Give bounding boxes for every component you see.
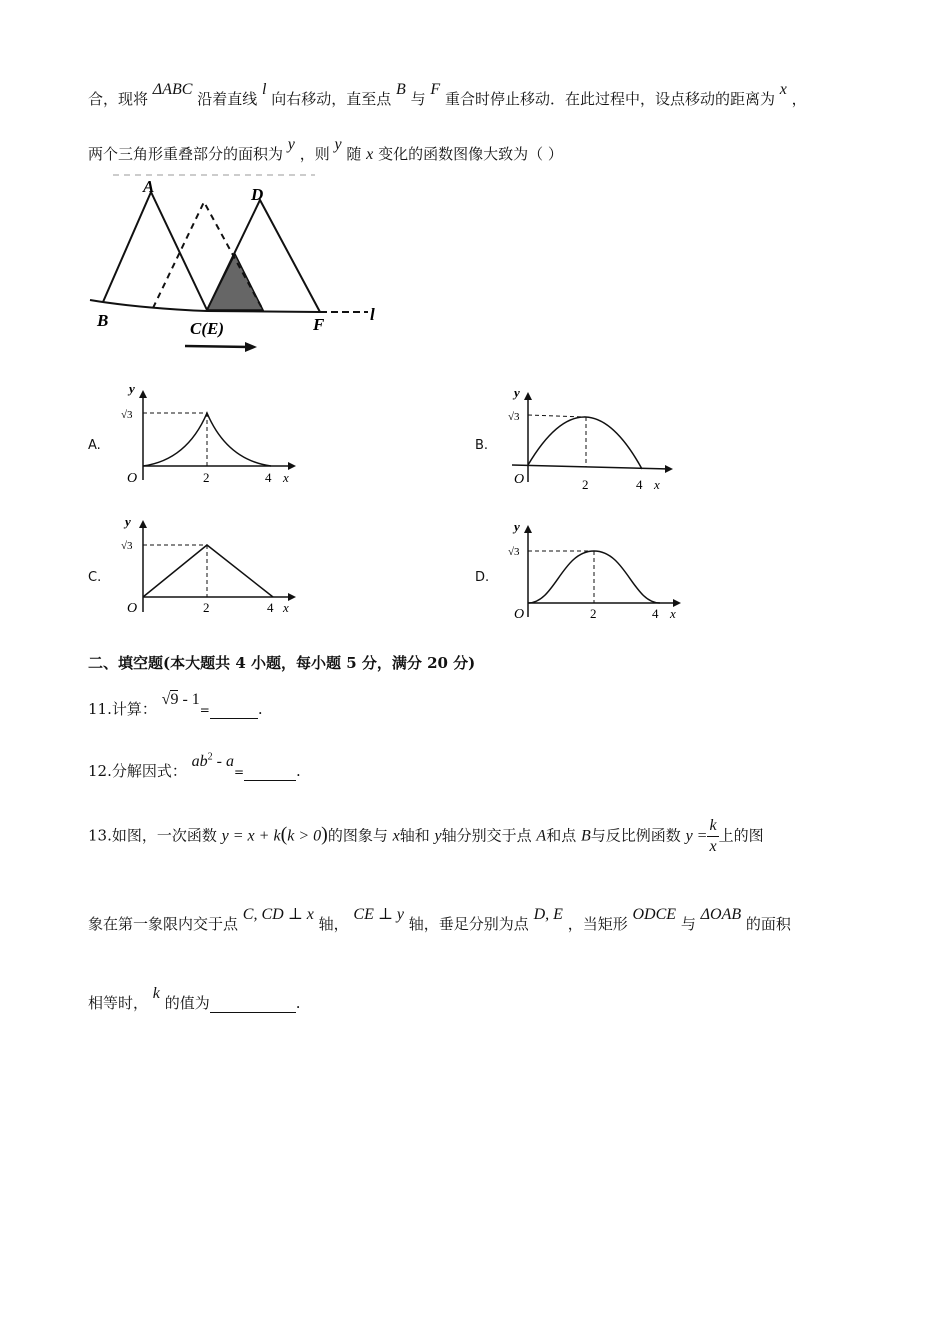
q12-answer-blank[interactable] xyxy=(244,762,296,781)
q11-answer-blank[interactable] xyxy=(210,700,258,719)
svg-text:4: 4 xyxy=(652,606,659,621)
option-c-graph[interactable] xyxy=(115,512,300,627)
q12-expression: $ab^2$ - a xyxy=(191,751,234,770)
svg-text:x: x xyxy=(283,600,289,615)
svg-text:y: y xyxy=(514,519,520,534)
option-d-graph[interactable] xyxy=(500,515,685,630)
question-11: 11.计算： √9 - 1= . xyxy=(88,691,263,718)
svg-text:y: y xyxy=(514,385,520,400)
svg-text:√3: √3 xyxy=(121,409,133,421)
question-13-line1: 13.如图，一次函数 y = x + k(k > 0)的图象与 x轴和 y轴分别交于点 A和点 B与反比例函数 y = $\frac{k}{x}$ 上的图 xyxy=(88,817,764,855)
triangle-figure xyxy=(85,172,385,362)
svg-text:x: x xyxy=(654,477,660,492)
question-12: 12.分解因式： $ab^2 - a=$ . xyxy=(88,751,301,780)
svg-text:2: 2 xyxy=(590,606,597,621)
svg-text:y: y xyxy=(125,514,131,529)
svg-text:4: 4 xyxy=(265,470,272,485)
q10-line1: 合，现将 ΔABC 沿着直线 l 向右移动，直至点 B 与 F 重合时停止移动．在此过程中，设点移动的距离为 x ， xyxy=(88,81,807,108)
question-13-line3: 相等时， k 的值为 . xyxy=(88,985,301,1012)
q13-answer-blank[interactable] xyxy=(210,994,296,1013)
overlap-region xyxy=(207,254,263,310)
svg-text:4: 4 xyxy=(267,600,274,615)
svg-text:O: O xyxy=(514,472,525,487)
option-c-label[interactable]: C. xyxy=(88,570,102,585)
svg-text:2: 2 xyxy=(203,470,210,485)
svg-text:O: O xyxy=(514,607,525,622)
option-a-graph[interactable] xyxy=(115,380,300,495)
fig-label-d: D xyxy=(251,185,264,204)
q10-line2: 两个三角形重叠部分的面积为 y ，则 y 随 x 变化的函数图像大致为（ ） xyxy=(88,136,563,163)
svg-text:y: y xyxy=(129,381,135,396)
section-heading: 二、填空题(本大题共 4 小题，每小题 5 分，满分 20 分) xyxy=(88,654,476,672)
fig-label-a: A xyxy=(143,177,155,196)
svg-text:√3: √3 xyxy=(121,540,133,552)
svg-text:√3: √3 xyxy=(508,546,520,558)
svg-text:4: 4 xyxy=(636,477,643,492)
fig-label-l: l xyxy=(370,305,375,324)
option-b-label[interactable]: B. xyxy=(475,438,489,453)
option-d-label[interactable]: D. xyxy=(475,570,490,585)
svg-text:O: O xyxy=(127,601,138,616)
svg-text:2: 2 xyxy=(582,477,589,492)
svg-text:O: O xyxy=(127,471,138,486)
fig-label-ce: C(E) xyxy=(190,319,224,338)
option-b-graph[interactable] xyxy=(500,385,685,500)
k-over-x-fraction: $\frac{k}{x}$ xyxy=(709,817,717,855)
svg-text:√3: √3 xyxy=(508,411,520,423)
option-a-label[interactable]: A. xyxy=(88,438,101,453)
fig-label-f: F xyxy=(313,315,325,334)
q11-expression: √9 - 1 xyxy=(161,691,200,708)
fig-label-b: B xyxy=(97,311,109,330)
svg-text:x: x xyxy=(670,606,676,621)
svg-text:2: 2 xyxy=(203,600,210,615)
question-13-line2: 象在第一象限内交于点 C, CD ⊥ x 轴， CE ⊥ y 轴，垂足分别为点 D, E ，当矩形 ODCE 与 ΔOAB 的面积 xyxy=(88,906,791,933)
svg-text:x: x xyxy=(283,470,289,485)
